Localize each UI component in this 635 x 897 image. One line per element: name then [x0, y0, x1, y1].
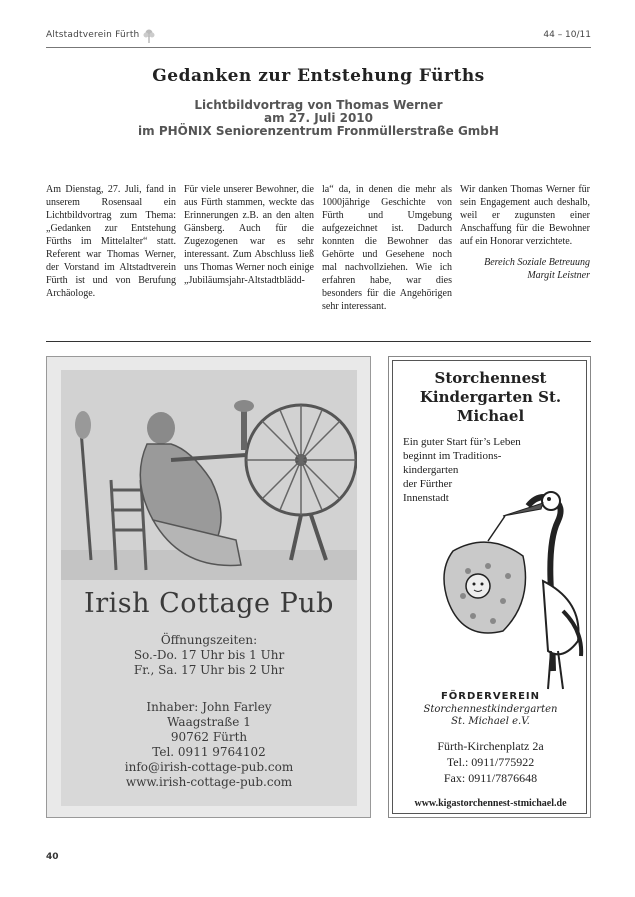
kindergarten-title-line: Kindergarten St.: [419, 388, 562, 406]
slogan-line: beginnt im Traditions-: [403, 450, 502, 462]
page-number: 40: [46, 852, 59, 862]
article-body: [46, 183, 591, 333]
irish-pub-ad-panel: [61, 370, 357, 806]
hours-line: Fr., Sa. 17 Uhr bis 2 Uhr: [133, 663, 285, 677]
slogan-line: kindergarten: [403, 464, 459, 476]
pub-name: Irish Cottage Pub: [84, 588, 334, 619]
pub-email-link[interactable]: info@irish-cottage-pub.com: [124, 760, 294, 774]
pub-phone: Tel. 0911 9764102: [152, 745, 266, 759]
foerderverein-name: Storchennestkindergarten: [423, 704, 558, 715]
clover-logo-icon: [142, 28, 156, 44]
article-column-2: Für viele unserer Bewohner, die aus Fürth stammen, weckte das Erinnerungen z.B. an den alten Gänsberg. Auch für die Zugezogenen war es sehr interessant. Zum Abschluss ließ uns Thomas Werner noch einige „Jubiläumsjahr-Altstadtblädd-: [184, 184, 314, 286]
subtitle-line: im PHÖNIX Seniorenzentrum Fronmüllerstraße GmbH: [138, 124, 499, 138]
irish-pub-advertisement: [46, 356, 371, 818]
foerderverein-ev: St. Michael e.V.: [451, 716, 530, 727]
slogan-line: Innenstadt: [403, 492, 449, 504]
article-subtitle: [46, 99, 591, 138]
kindergarten-fax: Fax: 0911/7876648: [443, 771, 538, 785]
signature-department: Bereich Soziale Betreuung: [484, 257, 590, 268]
kindergarten-title-line: Michael: [456, 407, 525, 425]
foerderverein-label: FÖRDERVEREIN: [440, 691, 541, 702]
slogan-line: der Fürther: [403, 478, 453, 490]
article-column-4-text: Wir danken Thomas Werner für sein Engagement auch deshalb, weil er zugunsten einer Anschaffung für die Bewohner auf ein Honorar verzichtete.: [460, 184, 590, 247]
article-column-4: [460, 183, 590, 282]
subtitle-line: Lichtbildvortrag von Thomas Werner: [194, 98, 443, 112]
subtitle-line: am 27. Juli 2010: [263, 111, 374, 125]
kindergarten-contact: [393, 738, 588, 786]
page-header: [46, 28, 591, 48]
section-divider: [46, 341, 591, 342]
kindergarten-title-line: Storchennest: [434, 369, 547, 387]
hours-line: So.-Do. 17 Uhr bis 1 Uhr: [133, 648, 285, 662]
kindergarten-website-link[interactable]: www.kigastorchennest-stmichael.de: [414, 798, 567, 809]
article-column-3: la“ da, in denen die mehr als 1000jährige Geschichte von Fürth und Umgebung aufgezeichnet ist. Dadurch konnten die Bewohner das Gehörte und Gesehene noch mal nachvollziehen. Wie ich erfahren habe, war dies besonders für die Angehörigen sehr interessant.: [322, 184, 452, 312]
foerderverein-subtitle: [393, 704, 588, 728]
hours-title: Öffnungszeiten:: [160, 633, 258, 647]
kindergarten-title: [393, 369, 588, 426]
kindergarten-phone: Tel.: 0911/775922: [446, 755, 535, 769]
stork-illustration-icon: [433, 471, 588, 691]
kindergarten-address: Fürth-Kirchenplatz 2a: [437, 739, 544, 753]
pub-city: 90762 Fürth: [170, 730, 248, 744]
slogan-line: Ein guter Start für’s Leben: [403, 436, 521, 448]
signature-author: Margit Leistner: [527, 270, 590, 281]
pub-website-link[interactable]: www.irish-cottage-pub.com: [125, 775, 293, 789]
article-title: Gedanken zur Entstehung Fürths: [152, 66, 485, 86]
article-column-1: Am Dienstag, 27. Juli, fand in unserem Rosensaal ein Lichtbildvortrag zum Thema: „Gedanken zur Entstehung Fürths im Mittelalter“ statt. Referent war Thomas Werner, der Vorstand im Altstadtverein Fürth ist und von Berufung Archäologe.: [46, 184, 176, 299]
spinning-woman-illustration-icon: [61, 370, 357, 580]
header-publication-name: Altstadtverein Fürth: [46, 30, 140, 40]
pub-opening-hours: [61, 633, 357, 678]
pub-street: Waagstraße 1: [167, 715, 251, 729]
header-issue-number: 44 – 10/11: [543, 30, 591, 40]
article-signature: [460, 256, 590, 282]
pub-owner: Inhaber: John Farley: [146, 700, 272, 714]
kindergarten-advertisement: [388, 356, 591, 818]
kindergarten-ad-panel: [392, 360, 587, 814]
pub-contact-info: [61, 700, 357, 790]
